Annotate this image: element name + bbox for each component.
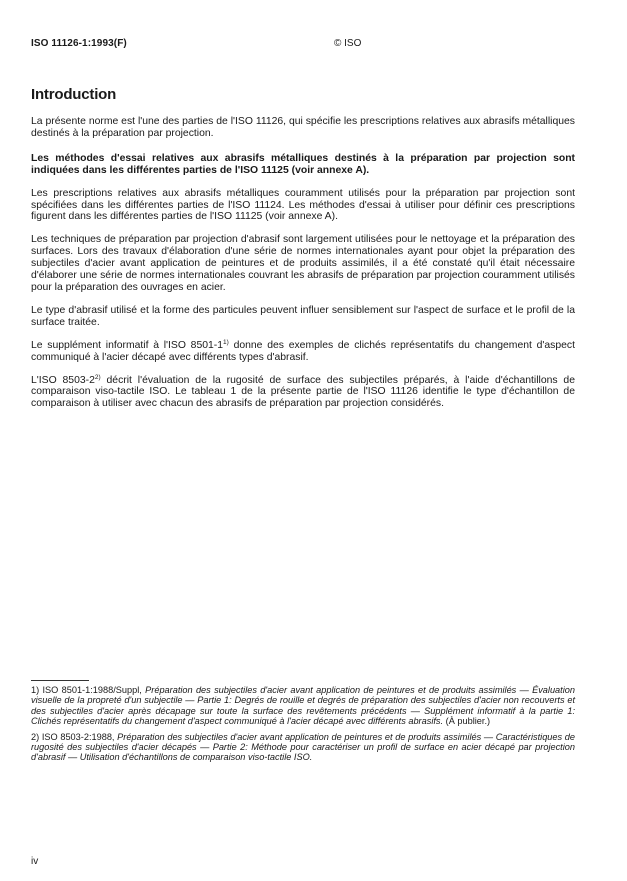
footnote-number: 1) — [31, 685, 40, 695]
page-header — [31, 38, 591, 52]
document-body — [31, 116, 575, 421]
footnote-title: Préparation des subjectiles d'acier avant application de peintures et de produits assimilés — Évaluation visuelle de la propreté d'un subjectile — Partie 1: Degrés de rouille et degrés de préparation des subjectiles d'acier non recouverts et des subjectiles d'acier après décapage sur toute la surface des revêtements précédents — Supplément informatif à la partie 1: Clichés représentatifs du changement d'aspect communiqué à l'acier décapé avec différents abrasifs. — [31, 685, 575, 727]
paragraph-roughness-text-end: décrit l'évaluation de la rugosité de surface des subjectiles préparés, à l'aide d'échantillons de comparaison viso-tactile ISO. Le tableau 1 de la présente partie de l'ISO 11126 identifie le type d'échantillon de comparaison à utiliser avec chacun des abrasifs de préparation par projection considérés. — [31, 374, 575, 410]
paragraph-roughness — [31, 375, 575, 411]
footnotes — [31, 685, 575, 768]
paragraph-requirements: Les prescriptions relatives aux abrasifs métalliques couramment utilisés pour la préparation par projection sont spécifiées dans les différentes parties de l'ISO 11124. Les méthodes d'essai à utiliser pour définir ces prescriptions figurent dans les différentes parties de l'ISO 11125 (voir annexe A). — [31, 187, 575, 223]
section-title: Introduction — [31, 86, 117, 103]
paragraph-test-methods: Les méthodes d'essai relatives aux abrasifs métalliques destinés à la préparation par projection sont indiquées dans les différentes parties de l'ISO 11125 (voir annexe A). — [31, 152, 575, 176]
footnote-title: Préparation des subjectiles d'acier avant application de peintures et de produits assimilés — Caractéristiques de rugosité des subjectiles d'acier décapés — Partie 2: Méthode pour caractériser un profil de surface en acier décapé par projection d'abrasif — Utilisation d'échantillons de comparaison viso-tactile ISO. — [31, 731, 575, 763]
paragraph-abrasive-type: Le type d'abrasif utilisé et la forme des particules peuvent influer sensiblement sur l'aspect de surface et le profil de la surface traitée. — [31, 304, 575, 328]
paragraph-techniques: Les techniques de préparation par projection d'abrasif sont largement utilisées pour le nettoyage et la préparation des surfaces. Lors des travaux d'élaboration d'une série de normes internationales ayant pour objet la préparation des subjectiles d'acier avant application de peintures et de produits assimilés, il a été constaté qu'il était nécessaire d'élaborer une série de normes internationales couvrant les abrasifs de préparation par projection couramment utilisés pour la préparation des ouvrages en acier. — [31, 234, 575, 293]
paragraph-roughness-text: L'ISO 8503-2 — [31, 374, 95, 386]
standard-identifier: ISO 11126-1:1993(F) — [31, 38, 127, 49]
footnote-ref-1[interactable]: 1) — [223, 338, 229, 346]
footnote-ref-2[interactable]: 2) — [94, 373, 101, 381]
paragraph-scope: La présente norme est l'une des parties de l'ISO 11126, qui spécifie les prescriptions relatives aux abrasifs métalliques destinés à la préparation par projection. — [31, 116, 575, 139]
paragraph-supplement-text-end: donne des exemples de clichés représentatifs du changement d'aspect communiqué à l'acier décapé avec différents types d'abrasif. — [31, 339, 576, 363]
footnote-2 — [31, 732, 575, 763]
footnote-1 — [31, 685, 575, 727]
page-number: iv — [31, 856, 39, 867]
footnote-reference: ISO 8501-1:1988/Suppl, — [42, 685, 142, 695]
copyright-notice: © ISO — [334, 38, 362, 49]
footnote-status: (À publier.) — [445, 716, 491, 727]
paragraph-supplement-text: Le supplément informatif à l'ISO 8501-1 — [31, 339, 224, 351]
footnote-reference: ISO 8503-2:1988, — [41, 731, 115, 742]
paragraph-supplement — [31, 340, 575, 364]
footnote-divider — [31, 680, 89, 681]
footnote-number: 2) — [31, 731, 40, 742]
